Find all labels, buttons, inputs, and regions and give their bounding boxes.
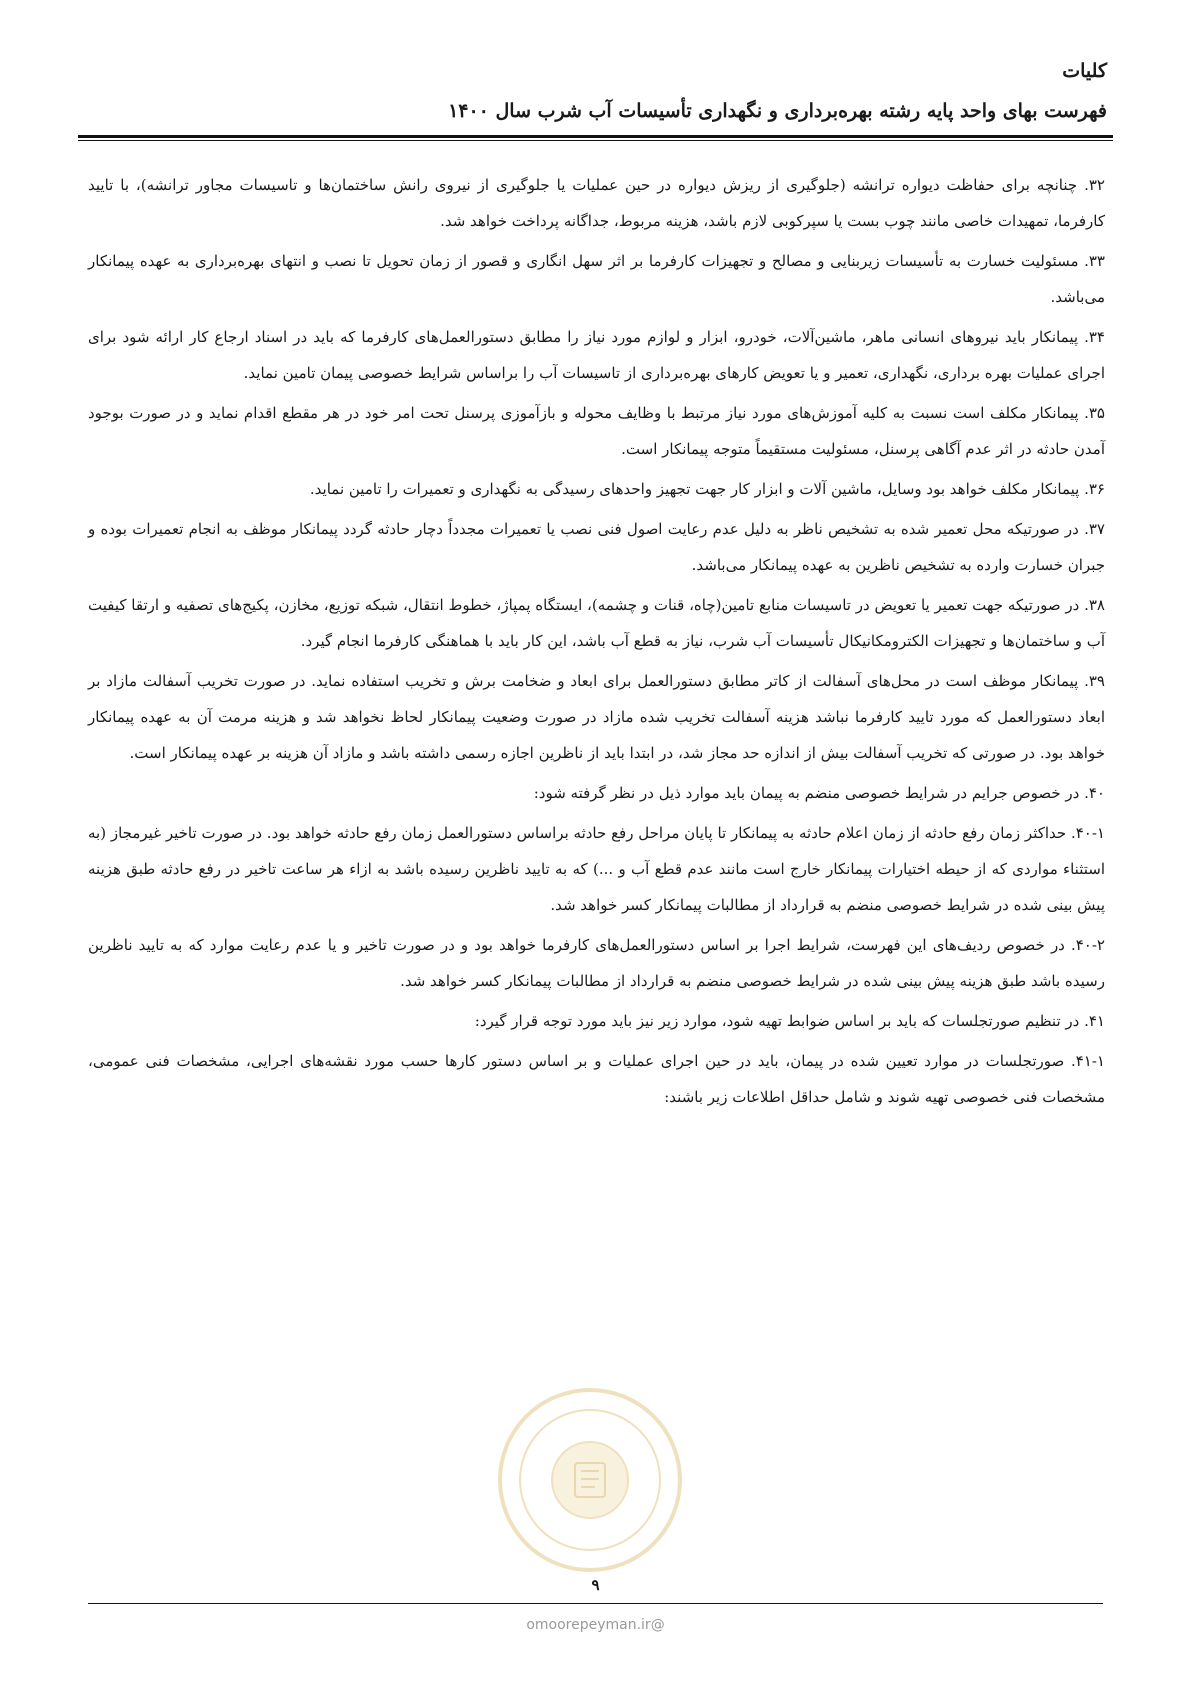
section-heading: کلیات bbox=[1062, 60, 1107, 82]
paragraph-33: ۳۳. مسئولیت خسارت به تأسیسات زیربنایی و مصالح و تجهیزات کارفرما بر اثر سهل انگاری و قصور از زمان تحویل تا نصب و انتهای بهره‌برداری به عهده پیمانکار می‌باشد. bbox=[88, 252, 1105, 306]
paragraph-36: ۳۶. پیمانکار مکلف خواهد بود وسایل، ماشین آلات و ابزار کار جهت تجهیز واحدهای رسیدگی به نگهداری و تعمیرات را تامین نماید. bbox=[309, 480, 1105, 498]
document-title: فهرست بهای واحد پایه رشته بهره‌برداری و نگهداری تأسیسات آب شرب سال ۱۴۰۰ bbox=[448, 100, 1107, 122]
header-rule-thin bbox=[78, 140, 1113, 141]
paragraph-41: ۴۱. در تنظیم صورتجلسات که باید بر اساس ضوابط تهیه شود، موارد زیر نیز باید مورد توجه قرار گیرد: bbox=[474, 1012, 1105, 1030]
header-rule-thick bbox=[78, 135, 1113, 138]
paragraph-32: ۳۲. چنانچه برای حفاظت دیواره ترانشه (جلوگیری از ریزش دیواره در حین عملیات یا جلوگیری از نیروی رانش ساختمان‌ها و تاسیسات مجاور ترانشه)، با تایید کارفرما، تمهیدات خاصی مانند چوب بست یا سپرکوبی لازم باشد، هزینه مربوط، جداگانه پرداخت خواهد شد. bbox=[88, 176, 1105, 230]
watermark-text: @omoorepeyman.ir bbox=[526, 1617, 665, 1633]
paragraph-37: ۳۷. در صورتیکه محل تعمیر شده به تشخیص ناظر به دلیل عدم رعایت اصول فنی نصب یا تعمیرات مجدداً دچار حادثه گردد پیمانکار موظف به انجام تعمیرات بوده و جبران خسارت وارده به تشخیص ناظرین به عهده پیمانکار می‌باشد. bbox=[88, 520, 1105, 574]
paragraph-38: ۳۸. در صورتیکه جهت تعمیر یا تعویض در تاسیسات منابع تامین(چاه، قنات و چشمه)، ایستگاه پمپاژ، خطوط انتقال، شبکه توزیع، مخازن، پکیج‌های تصفیه و ارتقا کیفیت آب و ساختمان‌ها و تجهیزات الکترومکانیکال تأسیسات آب شرب، نیاز به قطع آب باشد، این کار باید با هماهنگی کارفرما انجام گیرد. bbox=[88, 596, 1105, 650]
paragraph-34: ۳۴. پیمانکار باید نیروهای انسانی ماهر، ماشین‌آلات، خودرو، ابزار و لوازم مورد نیاز را مطابق دستورالعمل‌های کارفرما که باید در اسناد ارجاع کار ارائه شود برای اجرای عملیات بهره برداری، نگهداری، تعمیر و یا تعویض کارهای بهره‌برداری از تاسیسات آب را براساس شرایط خصوصی پیمان تامین نماید. bbox=[88, 328, 1105, 382]
footer-rule bbox=[88, 1603, 1103, 1604]
paragraph-40-2: ۴۰-۲. در خصوص ردیف‌های این فهرست، شرایط اجرا بر اساس دستورالعمل‌های کارفرما خواهد بود و در صورت تاخیر و یا عدم رعایت موارد که به تایید ناظرین رسیده باشد طبق هزینه پیش بینی شده در شرایط خصوصی منضم به قرارداد از مطالبات پیمانکار کسر خواهد شد. bbox=[88, 936, 1105, 990]
paragraph-40-1: ۴۰-۱. حداکثر زمان رفع حادثه از زمان اعلام حادثه به پیمانکار تا پایان مراحل رفع حادثه براساس دستورالعمل زمان رفع حادثه خواهد بود. در صورت تاخیر غیرمجاز (به استثناء مواردی که از حیطه اختیارات پیمانکار خارج است مانند عدم قطع آب و ...) که به تایید ناظرین رسیده باشد به ازاء هر ساعت تاخیر در رفع حادثه طبق هزینه پیش بینی شده در شرایط خصوصی منضم به قرارداد از مطالبات پیمانکار کسر خواهد شد. bbox=[88, 824, 1105, 914]
page-number: ۹ bbox=[591, 1576, 600, 1594]
paragraph-41-1: ۴۱-۱. صورتجلسات در موارد تعیین شده در پیمان، باید در حین اجرای عملیات و بر اساس دستور کارها حسب مورد نقشه‌های اجرایی، مشخصات فنی عمومی، مشخصات فنی خصوصی تهیه شوند و شامل حداقل اطلاعات زیر باشند: bbox=[88, 1052, 1105, 1106]
watermark-seal-icon bbox=[495, 1385, 685, 1575]
paragraph-40: ۴۰. در خصوص جرایم در شرایط خصوصی منضم به پیمان باید موارد ذیل در نظر گرفته شود: bbox=[533, 784, 1105, 802]
paragraph-35: ۳۵. پیمانکار مکلف است نسبت به کلیه آموزش‌های مورد نیاز مرتبط با وظایف محوله و بازآموزی پرسنل تحت امر خود در هر مقطع اقدام نماید و در صورت بوجود آمدن حادثه در اثر عدم آگاهی پرسنل، مسئولیت مستقیماً متوجه پیمانکار است. bbox=[88, 404, 1105, 458]
paragraph-39: ۳۹. پیمانکار موظف است در محل‌های آسفالت از کاتر مطابق دستورالعمل برای ابعاد و ضخامت برش و تخریب استفاده نماید. در صورت تخریب آسفالت مازاد بر ابعاد دستورالعمل که مورد تایید کارفرما نباشد هزینه آسفالت تخریب شده مازاد در صورت وضعیت پیمانکار لحاظ نخواهد شد و هزینه مرمت آن به عهده پیمانکار خواهد بود. در صورتی که تخریب آسفالت بیش از اندازه حد مجاز شد، در ابتدا باید از ناظرین اجازه رسمی داشته باشد و مازاد آن هزینه بر عهده پیمانکار است. bbox=[88, 672, 1105, 762]
body-text bbox=[88, 167, 1105, 1119]
